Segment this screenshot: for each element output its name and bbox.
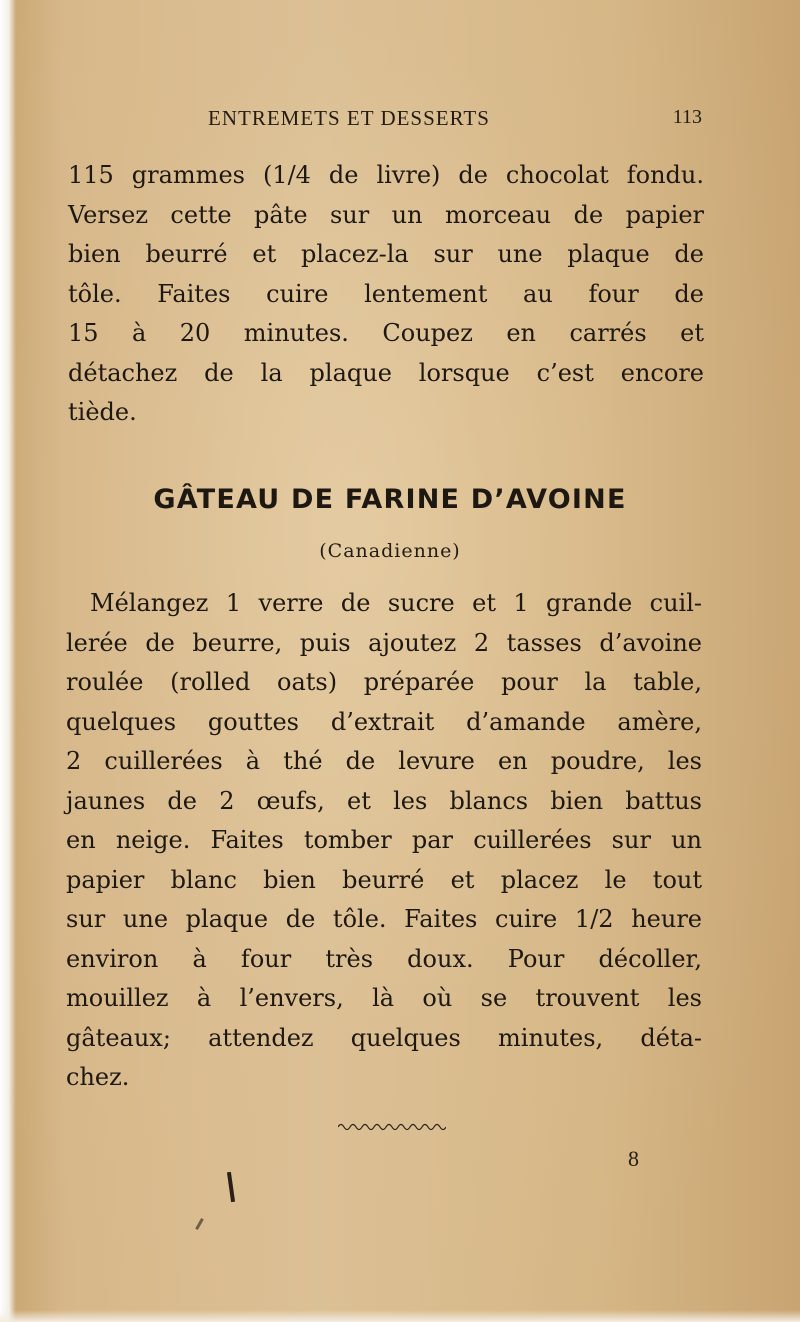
text-line: mouillez à l’envers, là où se trouvent les [66,984,702,1012]
text-line: 115 grammes (1/4 de livre) de chocolat fondu. [68,161,704,189]
text-line: gâteaux; attendez quelques minutes, déta- [66,1023,702,1052]
text-line: quelques gouttes d’extrait d’amande amère, [66,707,702,736]
recipe-subtitle: (Canadienne) [319,540,461,562]
text-line: environ à four très doux. Pour décoller, [66,944,702,973]
text-line: chez. [66,1063,130,1091]
text-line: jaunes de 2 œufs, et les blancs bien battus [66,786,702,815]
text-line: bien beurré et placez-la sur une plaque de [68,240,704,268]
text-line: papier blanc bien beurré et placez le tout [66,865,702,894]
page-bottom-margin [0,1310,800,1322]
page-left-margin [0,0,16,1322]
text-line: en neige. Faites tomber par cuillerées sur un [66,826,702,854]
recipe-paragraph [66,584,702,1098]
text-line: détachez de la plaque lorsque c’est encore [68,358,704,387]
text-line: Mélangez 1 verre de sucre et 1 grande cuil- [90,589,702,617]
text-line: tiède. [68,398,137,426]
text-line: roulée (rolled oats) préparée pour la table, [66,668,702,696]
page-number: 113 [672,106,702,128]
text-line: Versez cette pâte sur un morceau de papier [68,200,704,229]
text-line: 2 cuillerées à thé de levure en poudre, les [66,747,702,775]
ink-speck [227,1172,235,1202]
text-line: sur une plaque de tôle. Faites cuire 1/2 heure [66,905,702,933]
ink-speck [195,1218,204,1230]
recipe-title: GÂTEAU DE FARINE D’AVOINE [153,484,627,515]
running-head [62,106,702,136]
running-head-title: ENTREMETS ET DESSERTS [208,106,490,130]
text-line: lerée de beurre, puis ajoutez 2 tasses d’avoine [66,628,702,657]
signature-mark: 8 [628,1146,639,1171]
wavy-ornament-icon [338,1120,446,1134]
text-line: 15 à 20 minutes. Coupez en carrés et [68,319,704,347]
text-line: tôle. Faites cuire lentement au four de [68,279,704,308]
continued-paragraph [68,156,704,433]
